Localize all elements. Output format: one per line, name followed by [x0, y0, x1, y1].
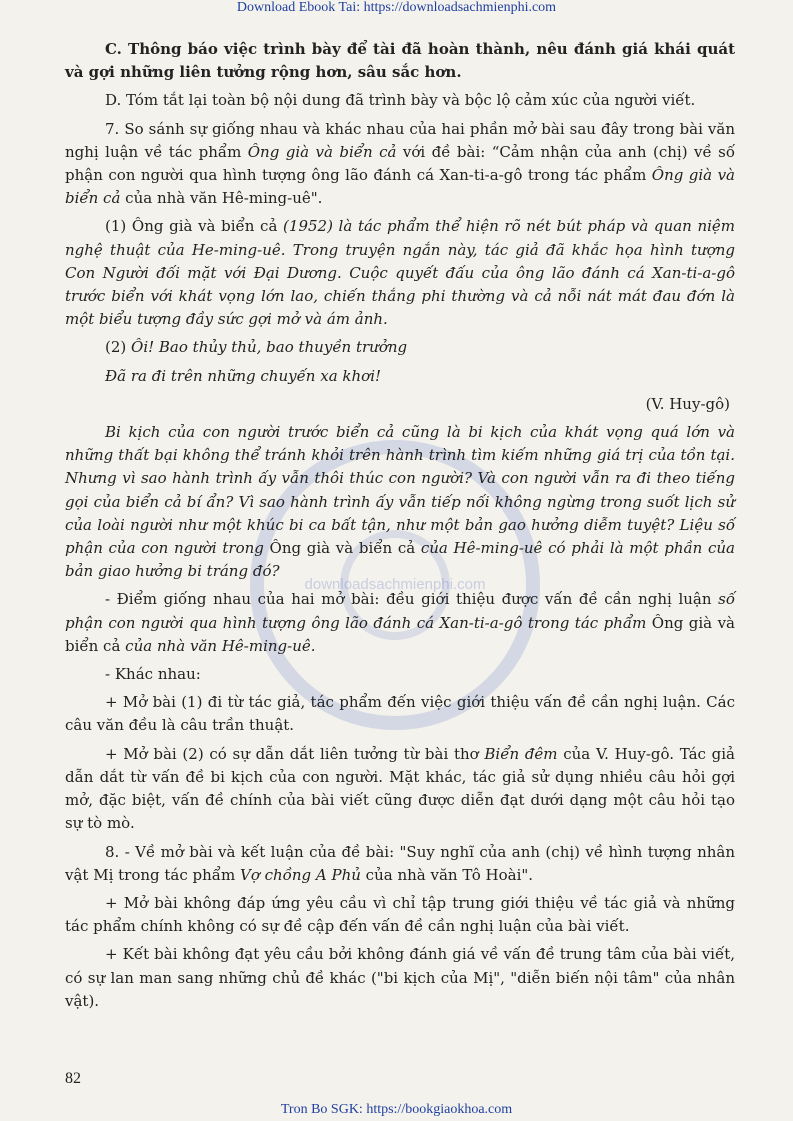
q7-mid: với đề bài: “Cảm nhận của anh (chị) về số phận con người qua hình tượng ông lão đánh cá Xan-ti-a-gô trong tác phẩm: [65, 142, 736, 185]
similar-italic-a: số phận con người qua hình tượng ông lão đánh cá Xan-ti-a-gô trong tác phẩm: [65, 590, 735, 632]
q7-title2: Ông già và biển cả: [65, 166, 735, 208]
question-7: [65, 118, 735, 211]
page-content: [65, 38, 735, 1018]
diff2-rest: của V. Huy-gô. Tác giả dẫn dắt từ vấn đề bi kịch của con người. Mặt khác, tác giả sử dụng nhiều câu hỏi gợi mở, đặc biệt, vấn đề chính của bài viết cũng được diễn đạt dưới dạng một câu hỏi tạo sự tò mò.: [65, 744, 735, 833]
intro-2-body: [65, 421, 735, 583]
watermark-text: downloadsachmienphi.com: [304, 576, 486, 593]
q7-lead: 7. So sánh sự giống nhau và khác nhau của hai phần mở bài sau đây trong bài văn nghị luận về tác phẩm: [65, 119, 735, 161]
difference-label: - Khác nhau:: [105, 665, 201, 684]
intro-2-poem-line-1: [65, 336, 735, 359]
site-link[interactable]: Tron Bo SGK: https://bookgiaokhoa.com: [280, 1102, 513, 1117]
similar-title: Ông già và biển cả: [65, 613, 735, 655]
difference-1: + Mở bài (1) đi từ tác giả, tác phẩm đến việc giới thiệu vấn đề cần nghị luận. Các câu văn đều là câu trần thuật.: [65, 693, 735, 735]
intro1-num: (1): [105, 217, 132, 236]
q8-lead: 8. - Về mở bài và kết luận của đề bài: "Suy nghĩ của anh (chị) về hình tượng nhân vật Mị trong tác phẩm: [65, 842, 735, 884]
q7-end: của nhà văn Hê-ming-uê".: [120, 189, 323, 208]
poem-line-2: Đã ra đi trên những chuyến xa khơi!: [105, 366, 382, 385]
intro1-title: Ông già và biển cả: [131, 217, 278, 236]
page-number: 82: [65, 1070, 81, 1087]
q8-point-2: + Kết bài không đạt yêu cầu bởi không đánh giá về vấn đề trung tâm của bài viết, có sự lan man sang những chủ đề khác ("bi kịch của Mị", "diễn biến nội tâm" của nhân vật).: [65, 945, 735, 1010]
diff2-title: Biển đêm: [484, 744, 558, 763]
q7-title: Ông già và biển cả: [247, 142, 397, 161]
q8-end: của nhà văn Tô Hoài".: [360, 865, 534, 884]
option-c: C. Thông báo việc trình bày để tài đã hoàn thành, nêu đánh giá khái quát và gợi những liên tưởng rộng hơn, sâu sắc hơn.: [65, 40, 735, 82]
question-8: [65, 841, 735, 887]
similarity: [65, 588, 735, 658]
poem-author: (V. Huy-gô): [645, 394, 730, 413]
similar-italic-b: của nhà văn Hê-ming-uê.: [120, 636, 316, 655]
intro-1: [65, 215, 735, 331]
similar-lead: - Điểm giống nhau của hai mở bài: đều giới thiệu được vấn đề cần nghị luận: [105, 590, 719, 609]
diff2-lead: + Mở bài (2) có sự dẫn dắt liên tưởng từ bài thơ: [105, 744, 485, 763]
intro2-body-a: Bi kịch của con người trước biển cả cũng là bi kịch của khát vọng quá lớn và những thất bại không thể tránh khỏi trên hành trình tìm kiếm những giá trị của tồn tại. Nhưng vì sao hành trình ấy vẫn thôi thúc con người? Và con người vẫn ra đi theo tiếng gọi của biển cả bí ẩn? Vì sao hành trình ấy vẫn tiếp nối không ngừng trong suốt lịch sử của loài người như một khúc bi ca bất tận, như một bản gao hưởng diễm tuyệt? Liệu số phận của con người trong: [65, 423, 735, 558]
poem-line-1: Ôi! Bao thủy thủ, bao thuyền trưởng: [131, 338, 408, 357]
download-link[interactable]: Download Ebook Tai: https://downloadsachmienphi.com: [236, 0, 557, 15]
intro2-body-b: của Hê-ming-uê có phải là một phần của bản giao hưởng bi tráng đó?: [65, 539, 735, 581]
difference-2: [65, 743, 735, 836]
intro1-body: (1952) là tác phẩm thể hiện rõ nét bút pháp và quan niệm nghệ thuật của He-ming-uê. Trong truyện ngắn này, tác giả đã khắc họa hình tượng Con Người đối mặt với Đại Dương. Cuộc quyết đấu của ông lão đánh cá Xan-ti-a-gô trước biển với khát vọng lớn lao, chiến thắng phi thường và cả nỗi nát mát đau đớn là một biểu tượng đầy sức gợi mở và ám ảnh.: [65, 217, 735, 329]
option-d: D. Tóm tắt lại toàn bộ nội dung đã trình bày và bộc lộ cảm xúc của người viết.: [105, 91, 696, 110]
intro2-num: (2): [105, 338, 132, 357]
q8-point-1: + Mở bài không đáp ứng yêu cầu vì chỉ tập trung giới thiệu về tác giả và những tác phẩm chính không có sự đề cập đến vấn đề cần nghị luận của bài viết.: [65, 893, 735, 936]
intro2-body-title: Ông già và biển cả: [269, 539, 416, 558]
q8-title: Vợ chồng A Phủ: [239, 865, 361, 884]
